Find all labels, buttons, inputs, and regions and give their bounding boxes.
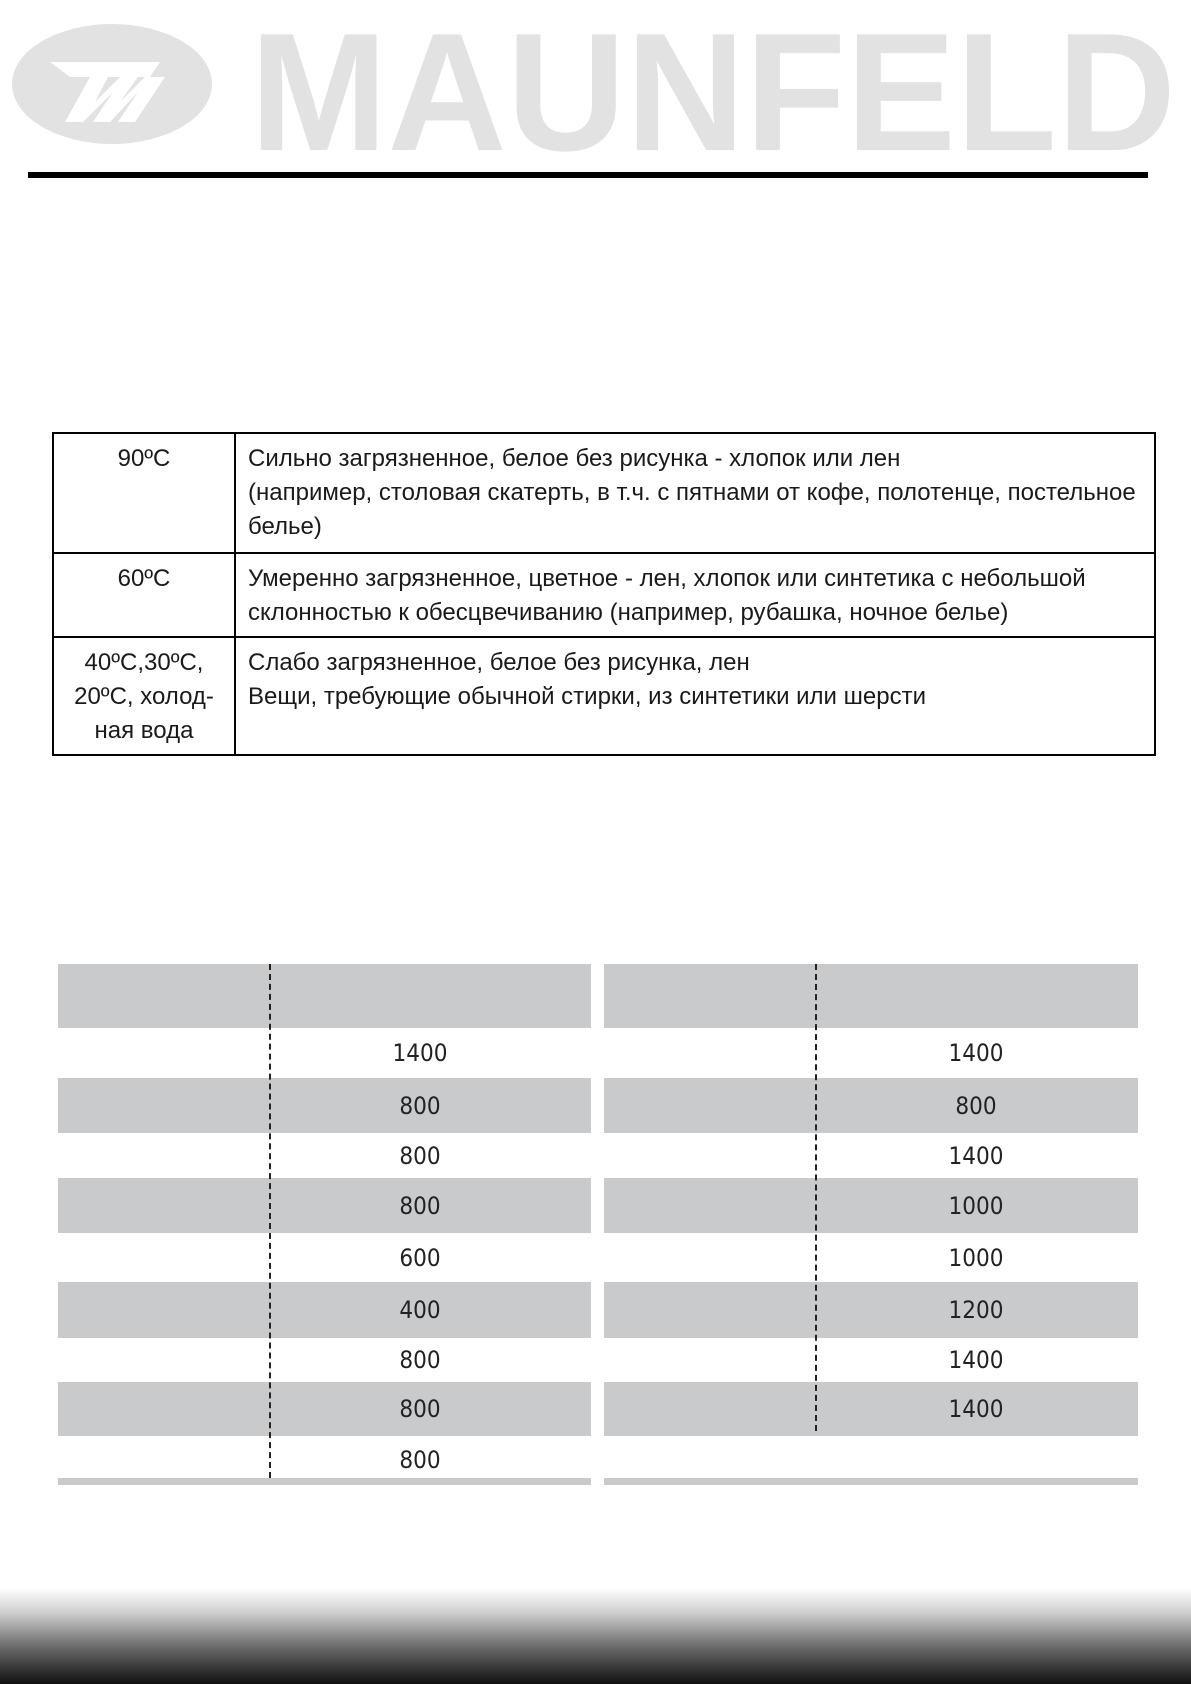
table-row bbox=[53, 637, 1155, 755]
temperature-table bbox=[52, 432, 1156, 756]
table-row bbox=[604, 1233, 1138, 1282]
spin-value: 1200 bbox=[948, 1296, 1004, 1324]
table-row bbox=[604, 1382, 1138, 1436]
spin-value: 1400 bbox=[948, 1141, 1004, 1170]
spin-value: 800 bbox=[399, 1091, 441, 1120]
spin-value: 800 bbox=[955, 1091, 997, 1120]
spin-value: 800 bbox=[399, 1395, 441, 1423]
desc-cell: Слабо загрязненное, белое без рисунка, лен Вещи, требующие обычной стирки, из синтетики или шерсти bbox=[235, 637, 1155, 755]
spin-value: 800 bbox=[399, 1445, 441, 1474]
table-row bbox=[604, 1178, 1138, 1233]
table-header-row bbox=[58, 964, 591, 1028]
table-row bbox=[58, 1382, 591, 1436]
spin-value: 400 bbox=[399, 1296, 441, 1324]
brand-name: MAUNFELD bbox=[250, 2, 1176, 167]
table-header-row bbox=[604, 964, 1138, 1028]
column-divider bbox=[815, 964, 817, 1431]
table-row bbox=[604, 1133, 1138, 1178]
table-bottom-rule bbox=[604, 1478, 1138, 1485]
spin-value: 1400 bbox=[948, 1346, 1004, 1374]
spin-value: 1000 bbox=[948, 1191, 1004, 1220]
table-row bbox=[58, 1282, 591, 1338]
table-row bbox=[604, 1028, 1138, 1078]
spin-table-left bbox=[58, 964, 591, 1483]
spin-value: 800 bbox=[399, 1191, 441, 1220]
table-row bbox=[53, 553, 1155, 637]
table-row bbox=[58, 1436, 591, 1483]
column-divider bbox=[269, 964, 271, 1478]
spin-value: 1000 bbox=[948, 1243, 1004, 1272]
table-row bbox=[604, 1338, 1138, 1382]
table-row bbox=[604, 1078, 1138, 1133]
spin-value: 1400 bbox=[948, 1039, 1004, 1067]
table-row bbox=[58, 1338, 591, 1382]
spin-table-right bbox=[604, 964, 1138, 1436]
table-row bbox=[58, 1233, 591, 1282]
spin-value: 1400 bbox=[392, 1039, 448, 1067]
maunfeld-logo-icon bbox=[10, 22, 215, 147]
header-rule bbox=[28, 172, 1148, 178]
table-bottom-rule bbox=[58, 1478, 591, 1485]
desc-cell: Сильно загрязненное, белое без рисунка - хлопок или лен (например, столовая скатерть, в т.ч. с пятнами от кофе, полотенце, постельное белье) bbox=[235, 433, 1155, 553]
temp-cell: 90ºC bbox=[53, 433, 235, 553]
footer-gradient-bar bbox=[0, 1588, 1191, 1684]
table-row bbox=[604, 1282, 1138, 1338]
table-row bbox=[58, 1078, 591, 1133]
brand-wordmark bbox=[250, 2, 1180, 167]
table-row bbox=[58, 1133, 591, 1178]
spin-value: 1400 bbox=[948, 1395, 1004, 1423]
spin-value: 800 bbox=[399, 1346, 441, 1374]
temp-cell: 60ºC bbox=[53, 553, 235, 637]
desc-cell: Умеренно загрязненное, цветное - лен, хлопок или синтетика с небольшой склонностью к обесцвечиванию (например, рубашка, ночное белье) bbox=[235, 553, 1155, 637]
brand-header bbox=[0, 0, 1191, 165]
table-row bbox=[58, 1178, 591, 1233]
table-row bbox=[53, 433, 1155, 553]
temp-cell: 40ºC,30ºC, 20ºC, холод- ная вода bbox=[53, 637, 235, 755]
spin-value: 600 bbox=[399, 1243, 441, 1272]
table-row bbox=[58, 1028, 591, 1078]
spin-value: 800 bbox=[399, 1141, 441, 1170]
